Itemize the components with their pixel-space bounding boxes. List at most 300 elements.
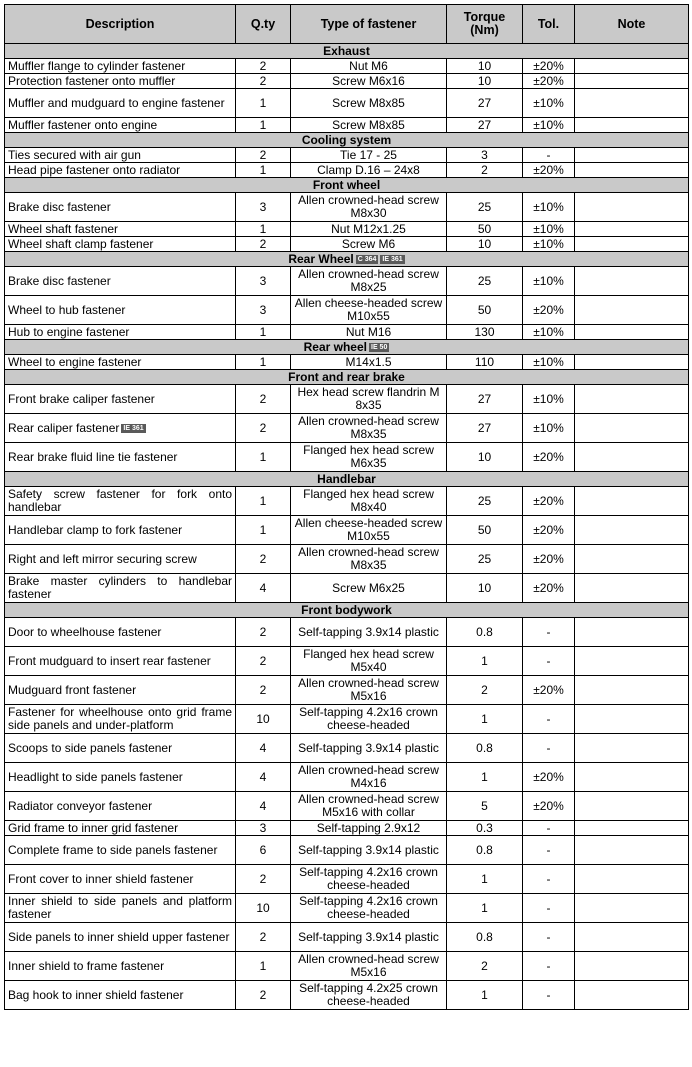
description-text: Rear brake fluid line tie fastener	[8, 449, 178, 464]
cell-qty: 1	[236, 222, 291, 237]
cell-type: Self-tapping 4.2x16 crown cheese-headed	[291, 894, 447, 923]
cell-qty: 1	[236, 487, 291, 516]
description-text: Ties secured with air gun	[8, 147, 141, 162]
cell-tol: ±20%	[523, 792, 575, 821]
cell-torque: 10	[447, 237, 523, 252]
table-row	[5, 574, 689, 603]
cell-torque: 27	[447, 414, 523, 443]
table-row	[5, 836, 689, 865]
cell-type: Tie 17 - 25	[291, 148, 447, 163]
cell-qty: 2	[236, 981, 291, 1010]
cell-description	[5, 267, 236, 296]
cell-qty: 3	[236, 821, 291, 836]
cell-note	[575, 193, 689, 222]
header-type: Type of fastener	[291, 5, 447, 44]
header-description: Description	[5, 5, 236, 44]
description-text: Wheel to engine fastener	[8, 354, 142, 369]
cell-description	[5, 222, 236, 237]
cell-qty: 2	[236, 237, 291, 252]
cell-qty: 2	[236, 385, 291, 414]
cell-tol: ±20%	[523, 574, 575, 603]
cell-description	[5, 618, 236, 647]
cell-tol: ±20%	[523, 59, 575, 74]
description-text: Protection fastener onto muffler	[8, 73, 176, 88]
cell-torque: 50	[447, 222, 523, 237]
cell-torque: 0.8	[447, 618, 523, 647]
cell-description	[5, 981, 236, 1010]
section-header-row	[5, 603, 689, 618]
section-title: Handlebar	[317, 471, 376, 486]
table-row	[5, 618, 689, 647]
section-header-row	[5, 133, 689, 148]
description-text: Wheel to hub fastener	[8, 302, 126, 317]
cell-torque: 27	[447, 385, 523, 414]
description-text: Front cover to inner shield fastener	[8, 871, 194, 886]
section-header	[5, 603, 689, 618]
cell-description	[5, 792, 236, 821]
cell-tol: ±20%	[523, 763, 575, 792]
cell-note	[575, 443, 689, 472]
cell-note	[575, 618, 689, 647]
table-header-row	[5, 5, 689, 44]
table-row	[5, 355, 689, 370]
torque-table	[4, 4, 689, 1010]
cell-type: Allen crowned-head screw M8x35	[291, 414, 447, 443]
cell-type: Screw M8x85	[291, 118, 447, 133]
description-text: Fastener for wheelhouse onto grid frame side panels and under-platform	[8, 705, 232, 732]
cell-description	[5, 74, 236, 89]
table-row	[5, 385, 689, 414]
cell-torque: 0.8	[447, 734, 523, 763]
cell-note	[575, 267, 689, 296]
section-header-row	[5, 44, 689, 59]
cell-note	[575, 237, 689, 252]
cell-torque: 10	[447, 59, 523, 74]
table-row	[5, 705, 689, 734]
cell-note	[575, 836, 689, 865]
cell-description	[5, 163, 236, 178]
cell-torque: 3	[447, 148, 523, 163]
cell-note	[575, 763, 689, 792]
cell-description	[5, 545, 236, 574]
table-row	[5, 267, 689, 296]
cell-torque: 27	[447, 118, 523, 133]
cell-qty: 1	[236, 325, 291, 340]
description-text: Muffler fastener onto engine	[8, 117, 158, 132]
cell-tol: -	[523, 148, 575, 163]
cell-torque: 10	[447, 574, 523, 603]
cell-torque: 0.8	[447, 836, 523, 865]
cell-note	[575, 792, 689, 821]
cell-qty: 1	[236, 516, 291, 545]
cell-note	[575, 89, 689, 118]
cell-tol: ±20%	[523, 487, 575, 516]
description-text: Right and left mirror securing screw	[8, 551, 197, 566]
cell-description	[5, 89, 236, 118]
cell-type: Allen crowned-head screw M8x30	[291, 193, 447, 222]
table-row	[5, 222, 689, 237]
cell-qty: 1	[236, 355, 291, 370]
table-row	[5, 734, 689, 763]
cell-description	[5, 516, 236, 545]
cell-qty: 1	[236, 118, 291, 133]
cell-qty: 2	[236, 414, 291, 443]
cell-type: Flanged hex head screw M6x35	[291, 443, 447, 472]
cell-tol: -	[523, 734, 575, 763]
cell-description	[5, 193, 236, 222]
cell-qty: 2	[236, 676, 291, 705]
cell-description	[5, 865, 236, 894]
cell-type: Nut M16	[291, 325, 447, 340]
cell-note	[575, 894, 689, 923]
cell-note	[575, 296, 689, 325]
cell-note	[575, 118, 689, 133]
cell-note	[575, 487, 689, 516]
cell-note	[575, 865, 689, 894]
cell-qty: 10	[236, 705, 291, 734]
description-text: Inner shield to frame fastener	[8, 958, 165, 973]
cell-tol: ±20%	[523, 163, 575, 178]
section-title: Rear wheel	[303, 339, 367, 354]
cell-description	[5, 325, 236, 340]
model-tag: IE 361	[382, 255, 403, 263]
table-row	[5, 923, 689, 952]
section-title: Front bodywork	[301, 602, 392, 617]
cell-torque: 5	[447, 792, 523, 821]
cell-note	[575, 59, 689, 74]
cell-type: Screw M6x25	[291, 574, 447, 603]
cell-qty: 2	[236, 74, 291, 89]
section-header-row	[5, 178, 689, 193]
cell-description	[5, 836, 236, 865]
cell-tol: ±10%	[523, 89, 575, 118]
cell-description	[5, 763, 236, 792]
cell-description	[5, 647, 236, 676]
cell-tol: ±20%	[523, 516, 575, 545]
cell-torque: 50	[447, 516, 523, 545]
model-tag: C 364	[357, 255, 377, 263]
cell-description	[5, 296, 236, 325]
cell-note	[575, 952, 689, 981]
cell-torque: 2	[447, 163, 523, 178]
cell-tol: -	[523, 923, 575, 952]
cell-type: Self-tapping 3.9x14 plastic	[291, 734, 447, 763]
cell-torque: 25	[447, 267, 523, 296]
cell-tol: ±10%	[523, 414, 575, 443]
cell-torque: 10	[447, 74, 523, 89]
cell-tol: ±10%	[523, 267, 575, 296]
cell-description	[5, 574, 236, 603]
table-row	[5, 89, 689, 118]
description-text: Grid frame to inner grid fastener	[8, 820, 179, 835]
cell-type: Allen crowned-head screw M4x16	[291, 763, 447, 792]
cell-note	[575, 647, 689, 676]
cell-description	[5, 676, 236, 705]
cell-description	[5, 952, 236, 981]
cell-tol: ±10%	[523, 222, 575, 237]
cell-type: Hex head screw flandrin M 8x35	[291, 385, 447, 414]
cell-note	[575, 981, 689, 1010]
cell-qty: 4	[236, 734, 291, 763]
cell-tol: ±10%	[523, 118, 575, 133]
description-text: Brake disc fastener	[8, 199, 111, 214]
cell-description	[5, 385, 236, 414]
table-row	[5, 325, 689, 340]
table-row	[5, 647, 689, 676]
description-text: Mudguard front fastener	[8, 682, 137, 697]
cell-torque: 25	[447, 487, 523, 516]
cell-note	[575, 74, 689, 89]
header-note: Note	[575, 5, 689, 44]
header-qty: Q.ty	[236, 5, 291, 44]
description-text: Inner shield to side panels and platform fastener	[8, 894, 232, 921]
description-text: Door to wheelhouse fastener	[8, 624, 162, 639]
header-torque: Torque (Nm)	[447, 5, 523, 44]
cell-tol: -	[523, 618, 575, 647]
table-row	[5, 74, 689, 89]
table-row	[5, 516, 689, 545]
cell-torque: 50	[447, 296, 523, 325]
description-text: Hub to engine fastener	[8, 324, 130, 339]
cell-qty: 4	[236, 792, 291, 821]
cell-qty: 3	[236, 296, 291, 325]
section-title: Front and rear brake	[288, 369, 405, 384]
table-row	[5, 763, 689, 792]
cell-type: Nut M6	[291, 59, 447, 74]
section-header-row	[5, 252, 689, 267]
cell-note	[575, 574, 689, 603]
cell-description	[5, 118, 236, 133]
section-title: Cooling system	[301, 132, 392, 147]
table-row	[5, 443, 689, 472]
cell-type: Screw M8x85	[291, 89, 447, 118]
cell-type: Self-tapping 4.2x16 crown cheese-headed	[291, 705, 447, 734]
cell-description	[5, 148, 236, 163]
cell-type: Flanged hex head screw M8x40	[291, 487, 447, 516]
cell-torque: 1	[447, 763, 523, 792]
description-text: Wheel shaft fastener	[8, 221, 119, 236]
cell-torque: 2	[447, 952, 523, 981]
description-text: Safety screw fastener for fork onto handlebar	[8, 487, 232, 514]
cell-type: Self-tapping 4.2x16 crown cheese-headed	[291, 865, 447, 894]
section-header	[5, 472, 689, 487]
cell-note	[575, 325, 689, 340]
section-title: Rear Wheel	[288, 251, 354, 266]
cell-torque: 130	[447, 325, 523, 340]
cell-description	[5, 821, 236, 836]
cell-tol: ±10%	[523, 237, 575, 252]
table-row	[5, 59, 689, 74]
cell-torque: 110	[447, 355, 523, 370]
description-text: Rear caliper fastener	[8, 420, 120, 435]
cell-torque: 25	[447, 193, 523, 222]
cell-torque: 10	[447, 443, 523, 472]
table-row	[5, 296, 689, 325]
cell-tol: ±10%	[523, 325, 575, 340]
description-text: Side panels to inner shield upper fastener	[8, 929, 230, 944]
section-header-row	[5, 472, 689, 487]
description-text: Brake master cylinders to handlebar fastener	[8, 574, 232, 601]
cell-note	[575, 148, 689, 163]
cell-tol: -	[523, 821, 575, 836]
cell-note	[575, 385, 689, 414]
cell-tol: ±20%	[523, 296, 575, 325]
description-text: Handlebar clamp to fork fastener	[8, 522, 183, 537]
description-text: Scoops to side panels fastener	[8, 740, 173, 755]
model-tag: IE 50	[371, 343, 388, 351]
cell-description	[5, 59, 236, 74]
cell-type: Screw M6x16	[291, 74, 447, 89]
cell-description	[5, 487, 236, 516]
cell-torque: 1	[447, 894, 523, 923]
cell-type: Allen cheese-headed screw M10x55	[291, 296, 447, 325]
cell-qty: 1	[236, 89, 291, 118]
table-row	[5, 821, 689, 836]
cell-note	[575, 545, 689, 574]
table-row	[5, 414, 689, 443]
cell-note	[575, 734, 689, 763]
table-row	[5, 487, 689, 516]
table-row	[5, 118, 689, 133]
cell-description	[5, 414, 236, 443]
cell-tol: -	[523, 647, 575, 676]
cell-tol: -	[523, 705, 575, 734]
section-header-row	[5, 370, 689, 385]
cell-torque: 0.3	[447, 821, 523, 836]
cell-description	[5, 355, 236, 370]
cell-description	[5, 734, 236, 763]
header-tol: Tol.	[523, 5, 575, 44]
cell-type: Allen crowned-head screw M8x25	[291, 267, 447, 296]
description-text: Head pipe fastener onto radiator	[8, 162, 181, 177]
cell-torque: 25	[447, 545, 523, 574]
cell-tol: ±20%	[523, 676, 575, 705]
cell-description	[5, 894, 236, 923]
cell-note	[575, 821, 689, 836]
cell-qty: 2	[236, 865, 291, 894]
cell-torque: 1	[447, 647, 523, 676]
cell-torque: 1	[447, 705, 523, 734]
cell-type: Allen crowned-head screw M5x16 with collar	[291, 792, 447, 821]
section-title: Exhaust	[323, 43, 370, 58]
cell-qty: 4	[236, 574, 291, 603]
cell-description	[5, 237, 236, 252]
cell-tol: -	[523, 952, 575, 981]
cell-torque: 2	[447, 676, 523, 705]
table-row	[5, 545, 689, 574]
section-header	[5, 370, 689, 385]
cell-torque: 0.8	[447, 923, 523, 952]
cell-qty: 4	[236, 763, 291, 792]
description-text: Muffler flange to cylinder fastener	[8, 58, 186, 73]
cell-qty: 6	[236, 836, 291, 865]
cell-qty: 1	[236, 163, 291, 178]
table-row	[5, 865, 689, 894]
table-row	[5, 148, 689, 163]
cell-qty: 1	[236, 443, 291, 472]
cell-qty: 2	[236, 647, 291, 676]
cell-type: Self-tapping 3.9x14 plastic	[291, 618, 447, 647]
description-text: Front brake caliper fastener	[8, 391, 155, 406]
cell-note	[575, 516, 689, 545]
description-text: Complete frame to side panels fastener	[8, 842, 218, 857]
cell-tol: -	[523, 981, 575, 1010]
cell-tol: ±10%	[523, 355, 575, 370]
cell-tol: -	[523, 894, 575, 923]
cell-type: Nut M12x1.25	[291, 222, 447, 237]
cell-type: Self-tapping 3.9x14 plastic	[291, 836, 447, 865]
cell-type: Allen crowned-head screw M5x16	[291, 952, 447, 981]
table-row	[5, 676, 689, 705]
section-header-row	[5, 340, 689, 355]
cell-tol: ±10%	[523, 193, 575, 222]
cell-tol: ±20%	[523, 443, 575, 472]
cell-tol: ±20%	[523, 545, 575, 574]
table-row	[5, 237, 689, 252]
cell-type: Allen crowned-head screw M5x16	[291, 676, 447, 705]
cell-type: Self-tapping 3.9x14 plastic	[291, 923, 447, 952]
description-text: Headlight to side panels fastener	[8, 769, 183, 784]
cell-tol: ±10%	[523, 385, 575, 414]
cell-note	[575, 705, 689, 734]
cell-qty: 2	[236, 59, 291, 74]
cell-type: Screw M6	[291, 237, 447, 252]
section-title: Front wheel	[312, 177, 381, 192]
cell-torque: 1	[447, 981, 523, 1010]
description-text: Bag hook to inner shield fastener	[8, 987, 184, 1002]
table-row	[5, 981, 689, 1010]
cell-type: Allen crowned-head screw M8x35	[291, 545, 447, 574]
table-body	[5, 44, 689, 1010]
section-header	[5, 44, 689, 59]
cell-note	[575, 923, 689, 952]
cell-qty: 3	[236, 193, 291, 222]
cell-qty: 10	[236, 894, 291, 923]
cell-type: Flanged hex head screw M5x40	[291, 647, 447, 676]
section-header	[5, 133, 689, 148]
table-row	[5, 894, 689, 923]
cell-torque: 1	[447, 865, 523, 894]
cell-type: M14x1.5	[291, 355, 447, 370]
table-row	[5, 792, 689, 821]
model-tag: IE 361	[123, 424, 144, 432]
cell-description	[5, 443, 236, 472]
cell-description	[5, 705, 236, 734]
description-text: Radiator conveyor fastener	[8, 798, 153, 813]
cell-type: Clamp D.16 – 24x8	[291, 163, 447, 178]
description-text: Front mudguard to insert rear fastener	[8, 653, 211, 668]
cell-type: Allen cheese-headed screw M10x55	[291, 516, 447, 545]
cell-description	[5, 923, 236, 952]
section-header	[5, 252, 689, 267]
description-text: Muffler and mudguard to engine fastener	[8, 95, 225, 110]
cell-tol: ±20%	[523, 74, 575, 89]
cell-tol: -	[523, 865, 575, 894]
cell-note	[575, 414, 689, 443]
cell-type: Self-tapping 2.9x12	[291, 821, 447, 836]
cell-qty: 2	[236, 148, 291, 163]
cell-tol: -	[523, 836, 575, 865]
section-header	[5, 178, 689, 193]
section-header	[5, 340, 689, 355]
cell-note	[575, 163, 689, 178]
cell-torque: 27	[447, 89, 523, 118]
cell-qty: 2	[236, 545, 291, 574]
cell-note	[575, 676, 689, 705]
table-row	[5, 163, 689, 178]
description-text: Wheel shaft clamp fastener	[8, 236, 154, 251]
cell-type: Self-tapping 4.2x25 crown cheese-headed	[291, 981, 447, 1010]
